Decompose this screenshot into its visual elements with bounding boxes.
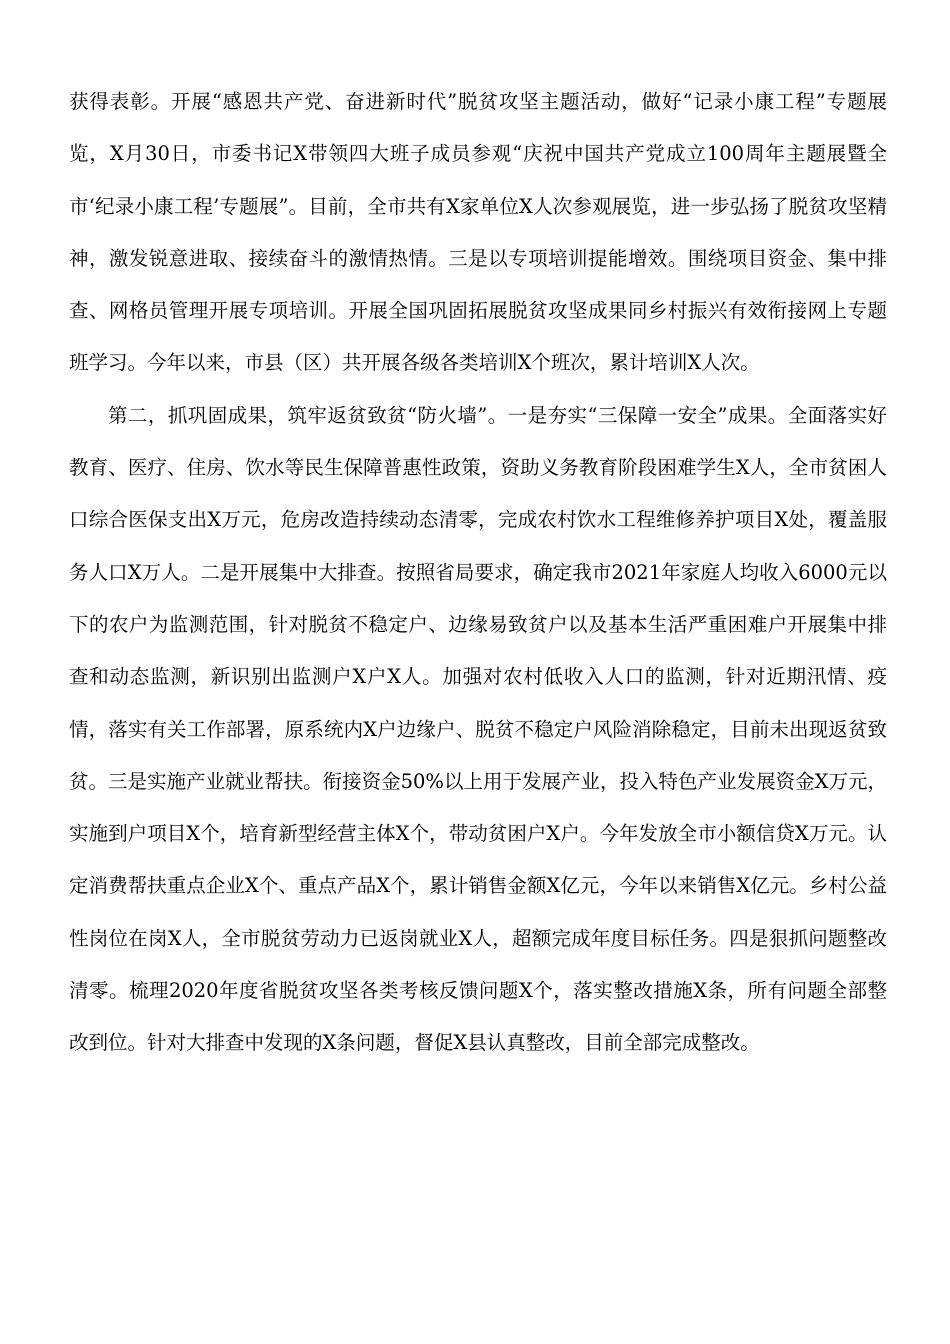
paragraph-continuation: 获得表彰。开展“感恩共产党、奋进新时代”脱贫攻坚主题活动，做好“记录小康工程”专题展览，X月30日，市委书记X带领四大班子成员参观“庆祝中国共产党成立100周年主题展暨全市‘纪录小康工程’专题展”。目前，全市共有X家单位X人次参观展览，进一步弘扬了脱贫攻坚精神，激发锐意进取、接续奋斗的激情热情。三是以专项培训提能增效。围绕项目资金、集中排查、网格员管理开展专项培训。开展全国巩固拓展脱贫攻坚成果同乡村振兴有效衔接网上专题班学习。今年以来，市县（区）共开展各级各类培训X个班次，累计培训X人次。	[69, 90, 887, 375]
document-page	[69, 76, 887, 1070]
paragraph-consolidate-results: 第二，抓巩固成果，筑牢返贫致贫“防火墙”。一是夯实“三保障一安全”成果。全面落实好教育、医疗、住房、饮水等民生保障普惠性政策，资助义务教育阶段困难学生X人，全市贫困人口综合医保支出X万元，危房改造持续动态清零，完成农村饮水工程维修养护项目X处，覆盖服务人口X万人。二是开展集中大排查。按照省局要求，确定我市2021年家庭人均收入6000元以下的农户为监测范围，针对脱贫不稳定户、边缘易致贫户以及基本生活严重困难户开展集中排查和动态监测，新识别出监测户X户X人。加强对农村低收入人口的监测，针对近期汛情、疫情，落实有关工作部署，原系统内X户边缘户、脱贫不稳定户风险消除稳定，目前未出现返贫致贫。三是实施产业就业帮扶。衔接资金50%以上用于发展产业，投入特色产业发展资金X万元，实施到户项目X个，培育新型经营主体X个，带动贫困户X户。今年发放全市小额信贷X万元。认定消费帮扶重点企业X个、重点产品X个，累计销售金额X亿元，今年以来销售X亿元。乡村公益性岗位在岗X人，全市脱贫劳动力已返岗就业X人，超额完成年度目标任务。四是狠抓问题整改清零。梳理2020年度省脱贫攻坚各类考核反馈问题X个，落实整改措施X条，所有问题全部整改到位。针对大排查中发现的X条问题，督促X县认真整改，目前全部完成整改。	[69, 403, 887, 1055]
